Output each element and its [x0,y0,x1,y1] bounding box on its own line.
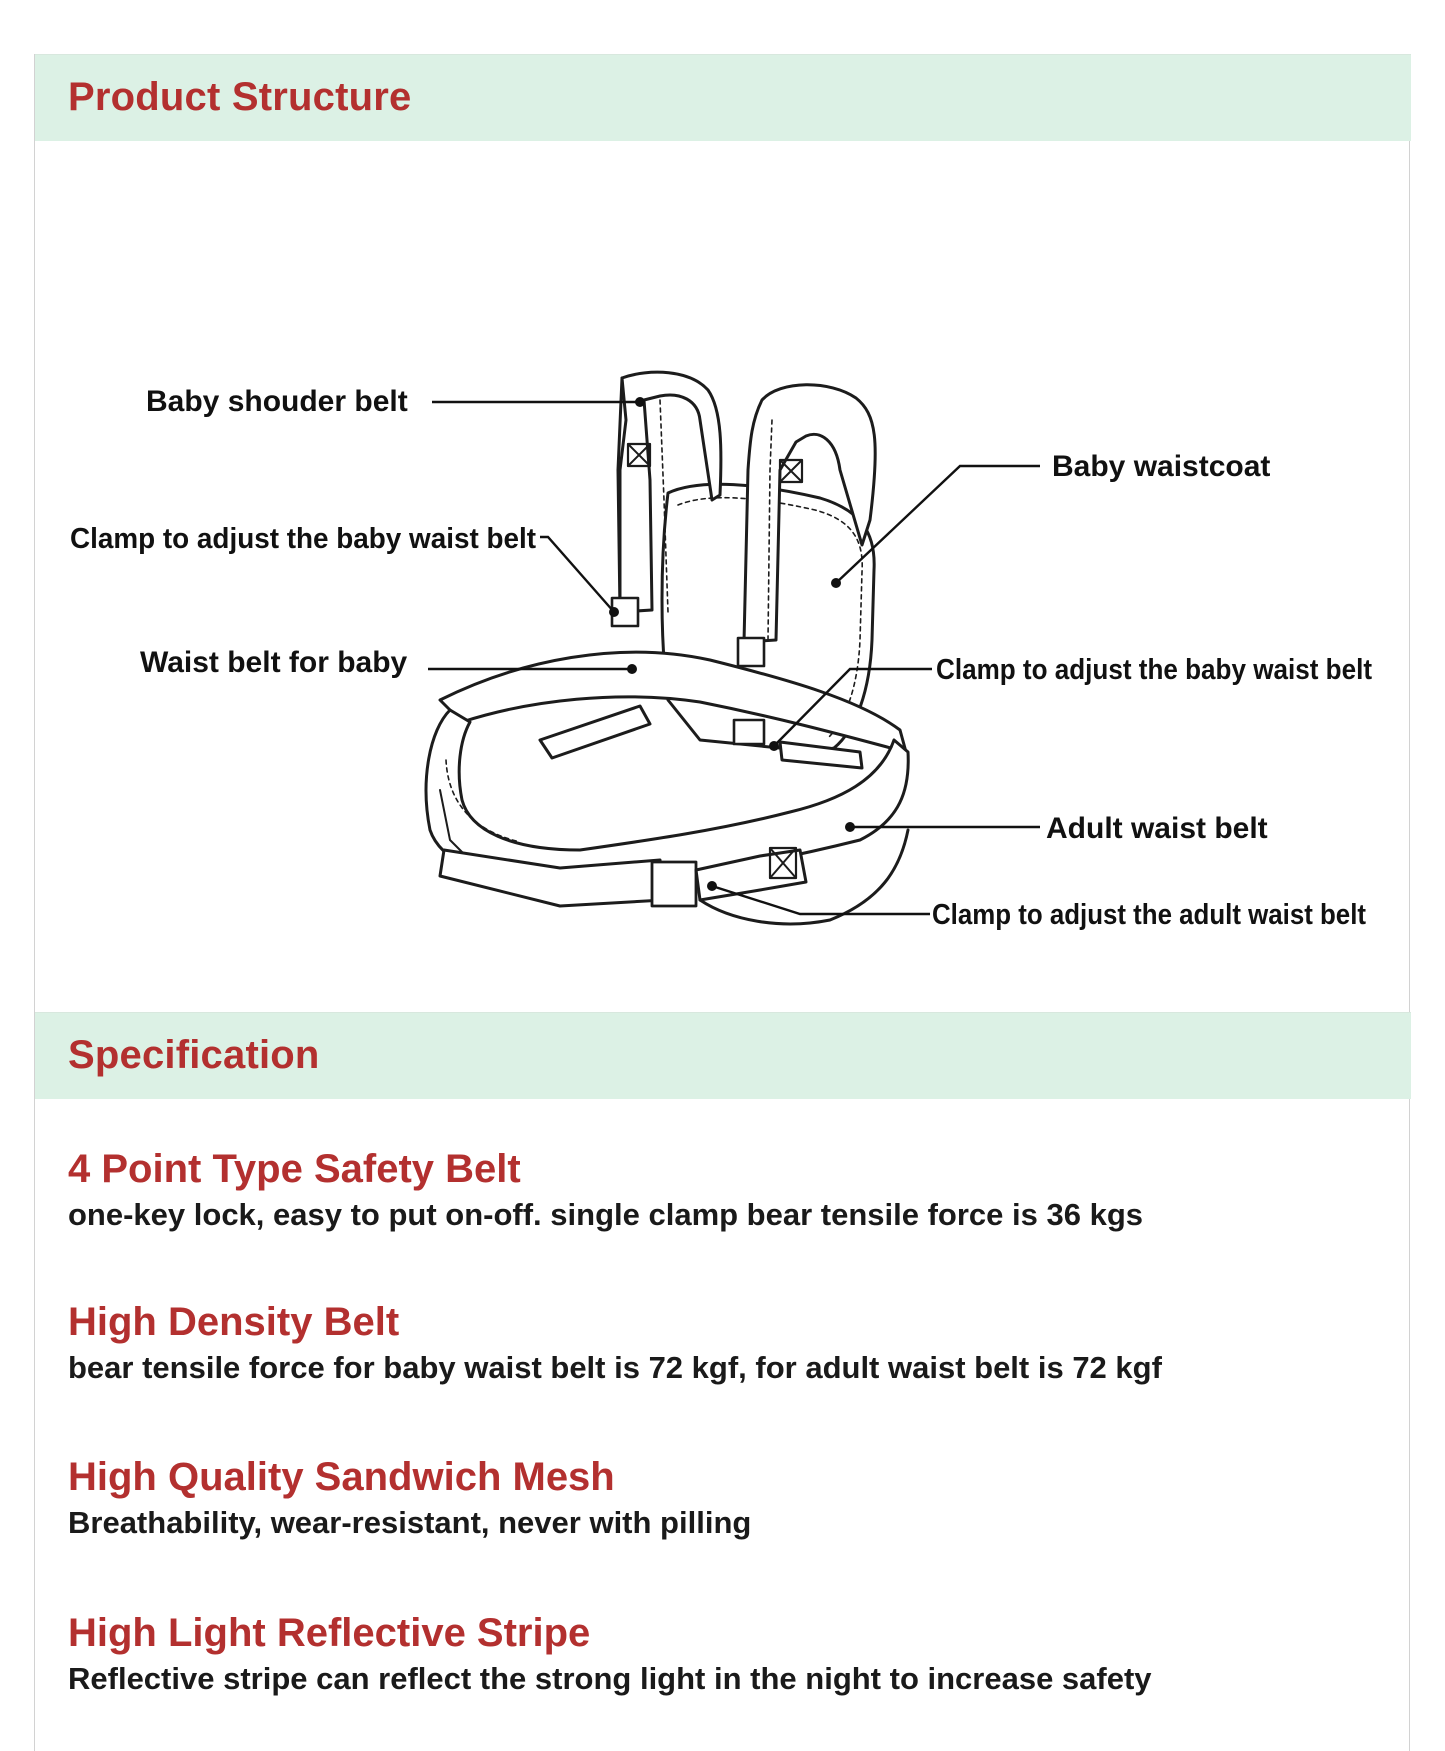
spec-desc: Reflective stripe can reflect the strong light in the night to increase safety [68,1661,1152,1696]
label-clamp-baby-waist-left: Clamp to adjust the baby waist belt [70,523,537,555]
label-baby-shoulder-belt: Baby shouder belt [146,385,408,418]
label-clamp-adult-waist: Clamp to adjust the adult waist belt [932,899,1367,931]
spec-item-safety-belt [68,1145,1143,1235]
specification-header [35,1012,1411,1099]
label-adult-waist-belt: Adult waist belt [1046,812,1268,845]
spec-item-density-belt [68,1298,1162,1388]
product-structure-header [35,54,1411,141]
spec-desc: Breathability, wear-resistant, never with pilling [68,1505,752,1540]
spec-desc: one-key lock, easy to put on-off. single clamp bear tensile force is 36 kgs [68,1197,1143,1232]
spec-item-reflective-stripe [68,1609,1152,1699]
spec-title: High Quality Sandwich Mesh [68,1455,615,1499]
spec-title: High Light Reflective Stripe [68,1611,591,1655]
spec-desc: bear tensile force for baby waist belt is 72 kgf, for adult waist belt is 72 kgf [68,1350,1162,1385]
specification-title: Specification [68,1033,320,1077]
label-baby-waistcoat: Baby waistcoat [1052,450,1271,483]
label-clamp-baby-waist-right: Clamp to adjust the baby waist belt [936,654,1373,686]
product-structure-title: Product Structure [68,75,412,119]
spec-item-sandwich-mesh [68,1453,751,1543]
spec-title: 4 Point Type Safety Belt [68,1147,521,1191]
spec-title: High Density Belt [68,1300,400,1344]
label-waist-belt-for-baby: Waist belt for baby [140,646,408,679]
